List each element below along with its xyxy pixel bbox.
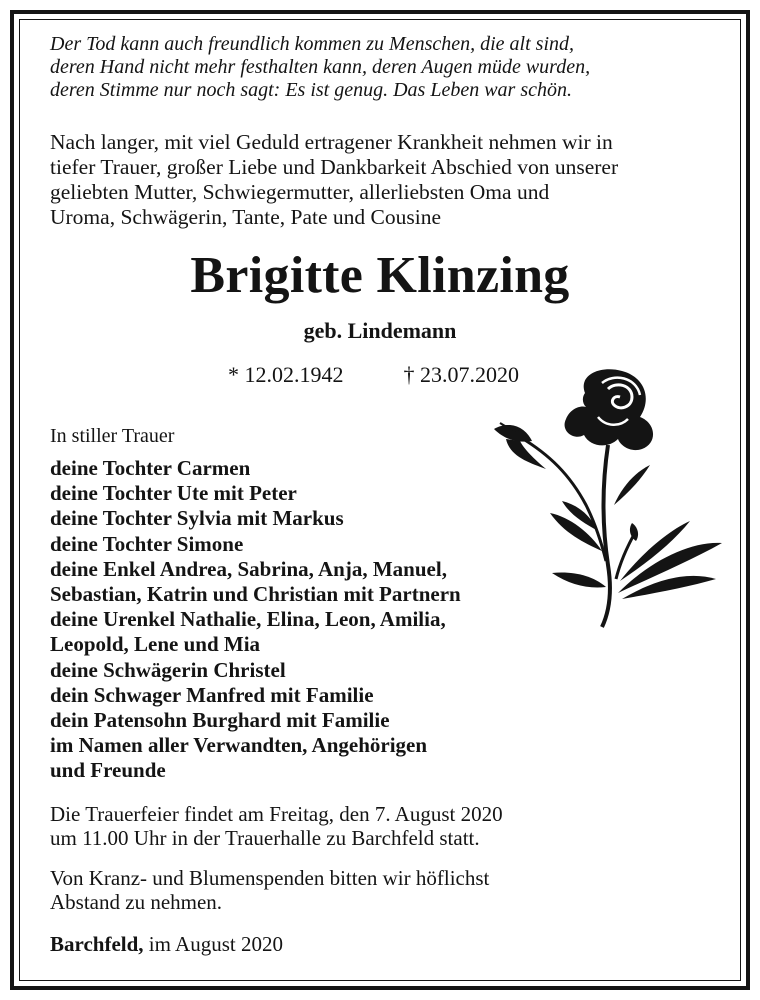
intro-line: Uroma, Schwägerin, Tante, Pate und Cousine — [50, 205, 441, 229]
mourner-line: deine Schwägerin Christel — [50, 657, 286, 682]
flowers-line: Von Kranz- und Blumenspenden bitten wir höflichst — [50, 866, 490, 890]
intro-text — [50, 130, 720, 230]
life-dates — [228, 362, 519, 388]
mourner-line: Leopold, Lene und Mia — [50, 632, 261, 657]
motto-line: Der Tod kann auch freundlich kommen zu Menschen, die alt sind, — [50, 33, 574, 55]
mourner-line: deine Urenkel Nathalie, Elina, Leon, Amilia, — [50, 607, 446, 632]
mourner-line: deine Tochter Sylvia mit Markus — [50, 506, 344, 531]
death-date: † 23.07.2020 — [403, 362, 519, 387]
mourner-line: deine Tochter Carmen — [50, 456, 251, 480]
mourner-line: im Namen aller Verwandten, Angehörigen — [50, 733, 428, 758]
signature-place: Barchfeld, — [50, 932, 144, 956]
funeral-info — [50, 802, 503, 850]
deceased-name: Brigitte Klinzing — [190, 247, 570, 304]
motto-quote — [50, 33, 710, 102]
flowers-line: Abstand zu nehmen. — [50, 890, 223, 914]
funeral-line: um 11.00 Uhr in der Trauerhalle zu Barchfeld statt. — [50, 826, 480, 850]
funeral-line: Die Trauerfeier findet am Freitag, den 7. August 2020 — [50, 802, 503, 826]
mourner-line: deine Tochter Simone — [50, 531, 244, 556]
mourners-list — [50, 456, 461, 784]
mourners-intro: In stiller Trauer — [50, 425, 175, 447]
mourner-line: deine Tochter Ute mit Peter — [50, 481, 297, 506]
intro-line: geliebten Mutter, Schwiegermutter, allerliebsten Oma und — [50, 180, 550, 204]
mourner-line: und Freunde — [50, 758, 166, 783]
motto-line: deren Hand nicht mehr festhalten kann, deren Augen müde wurden, — [50, 56, 591, 78]
mourner-line: dein Patensohn Burghard mit Familie — [50, 708, 390, 733]
signature-line — [50, 932, 283, 956]
signature-date: im August 2020 — [148, 932, 283, 956]
maiden-name: geb. Lindemann — [303, 318, 457, 343]
flowers-note — [50, 866, 489, 914]
mourner-line: deine Enkel Andrea, Sabrina, Anja, Manuel, — [50, 556, 447, 581]
rose-icon — [490, 365, 730, 630]
mourner-line: Sebastian, Katrin und Christian mit Partnern — [50, 582, 461, 607]
mourner-line: dein Schwager Manfred mit Familie — [50, 682, 374, 707]
intro-line: tiefer Trauer, großer Liebe und Dankbarkeit Abschied von unserer — [50, 155, 619, 179]
motto-line: deren Stimme nur noch sagt: Es ist genug. Das Leben war schön. — [50, 79, 572, 101]
birth-date: * 12.02.1942 — [228, 362, 344, 387]
intro-line: Nach langer, mit viel Geduld ertragener Krankheit nehmen wir in — [50, 130, 613, 154]
